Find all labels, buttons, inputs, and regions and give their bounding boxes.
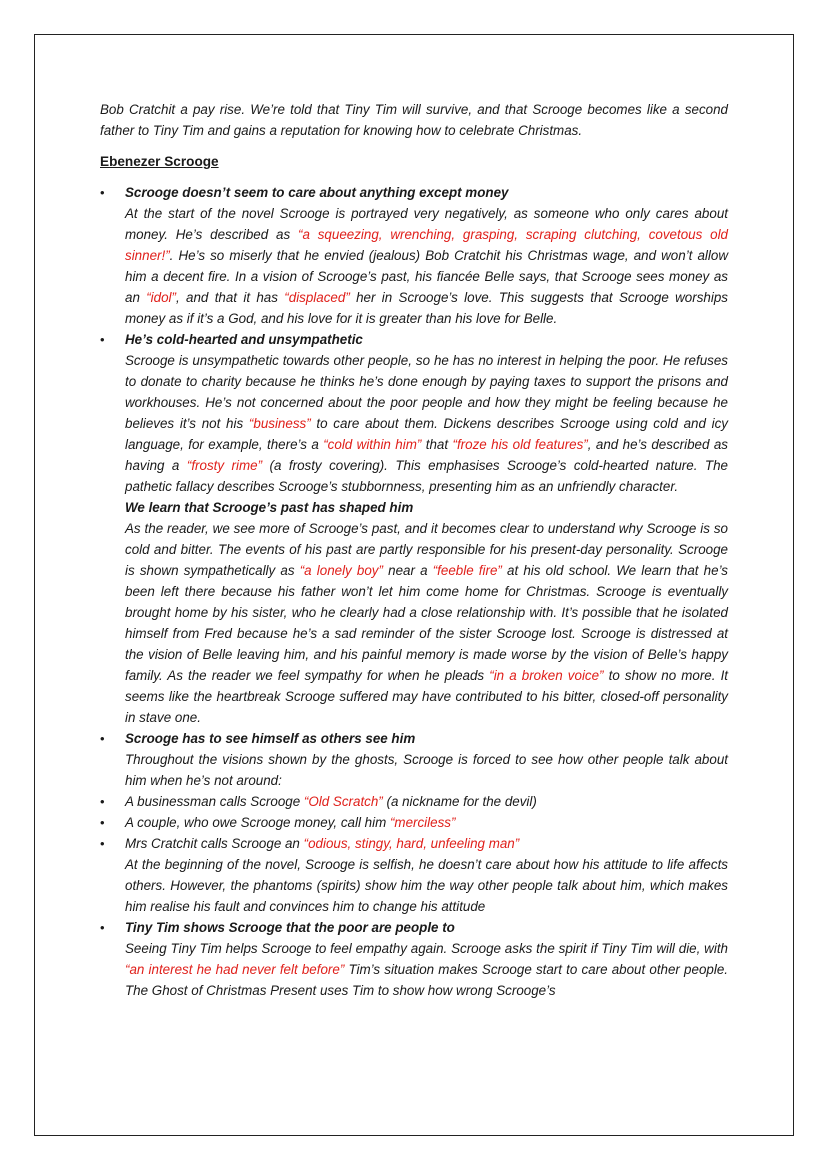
body-text: Mrs Cratchit calls Scrooge an [125,836,304,851]
point-title: Tiny Tim shows Scrooge that the poor are people to [125,920,455,935]
body-text: to show no more. It seems like the heartbreak Scrooge suffered may have contributed to his bitter, closed-off personality in stave one. [125,668,729,725]
body-text: , and he’s described as having a [125,437,728,473]
body-text: , and that it has [175,290,285,305]
list-item [100,812,728,833]
body-text: to care about them. Dickens describes Scrooge using cold and icy language, for example, there’s a [125,416,729,452]
section-heading: Ebenezer Scrooge [100,154,219,169]
quote: “displaced” [284,290,350,305]
bullet-icon [100,182,125,203]
point-body [125,203,728,329]
body-text: Scrooge is unsympathetic towards other people, so he has no interest in helping the poor. He refuses to donate to charity because he thinks he’s done enough by paying taxes to support the prisons and workhouses. He’s not concerned about the poor people and how they might be feeling because he believes it’s not his [125,353,728,431]
body-text: A businessman calls Scrooge [125,794,304,809]
body-text: Tim’s situation makes Scrooge start to care about other people. The Ghost of Christmas Present uses Tim to show how wrong Scrooge’s [125,962,728,998]
point-body [125,518,728,728]
list-item [100,329,728,728]
body-text: near a [382,563,433,578]
quote: “a lonely boy” [299,563,383,578]
body-text: At the start of the novel Scrooge is portrayed very negatively, as someone who only cares about money. He’s described as [125,206,728,242]
character-points-list [100,182,728,1001]
body-text: that [421,437,453,452]
quote: “Old Scratch” [303,794,383,809]
bullet-icon [100,812,125,833]
quote: “business” [248,416,311,431]
body-text: (a nickname for the devil) [382,794,537,809]
bullet-icon [100,329,125,350]
body-text: Seeing Tiny Tim helps Scrooge to feel empathy again. Scrooge asks the spirit if Tiny Tim will die, with [125,941,728,956]
bullet-icon [100,917,125,938]
body-text: (a frosty covering). This emphasises Scrooge’s cold-hearted nature. The pathetic fallacy describes Scrooge’s stubbornness, presenting him as an unfriendly character. [125,458,728,494]
quote: “an interest he had never felt before” [125,962,345,977]
point-title: He’s cold-hearted and unsympathetic [125,332,363,347]
point-body [125,791,728,812]
point-title: Scrooge doesn’t seem to care about anything except money [125,185,509,200]
point-body [125,833,728,854]
quote: “merciless” [389,815,456,830]
body-text: . He’s so miserly that he envied (jealous) Bob Cratchit his Christmas wage, and won’t allow him a decent fire. In a vision of Scrooge’s past, his fiancée Belle says, that Scrooge sees money as an [125,248,728,305]
quote: “feeble fire” [432,563,502,578]
bullet-icon [100,791,125,812]
body-text: A couple, who owe Scrooge money, call him [125,815,390,830]
bullet-icon [100,833,125,854]
point-body [125,812,728,833]
quote: “froze his old features” [452,437,588,452]
point-body: Throughout the visions shown by the ghosts, Scrooge is forced to see how other people talk about him when he’s not around: [125,752,728,788]
body-text: at his old school. We learn that he’s been left there because his father won’t let him come home for Christmas. Scrooge is eventually brought home by his sister, who he clearly had a close relationship with. It’s possible that he isolated himself from Fred because he’s a sad reminder of the sister Scrooge lost. Scrooge is distressed at the vision of Belle leaving him, and his painful memory is made worse by the vision of Belle’s happy family. As the reader we feel sympathy for when he pleads [125,563,728,683]
quote: “odious, stingy, hard, unfeeling man” [303,836,520,851]
list-item [100,917,728,1001]
quote: “a squeezing, wrenching, grasping, scraping clutching, covetous old sinner!” [125,227,728,263]
point-body: At the beginning of the novel, Scrooge is selfish, he doesn’t care about how his attitude to life affects others. However, the phantoms (spirits) show him the way other people talk about him, which makes him realise his fault and convinces him to change his attitude [125,857,728,914]
list-item [100,728,728,791]
quote: “in a broken voice” [489,668,604,683]
list-item [100,833,728,917]
list-item [100,182,728,329]
point-title: Scrooge has to see himself as others see him [125,731,416,746]
list-item [100,791,728,812]
point-body [125,350,728,497]
quote: “idol” [146,290,176,305]
document-body [100,99,728,1001]
quote: “cold within him” [323,437,422,452]
point-body [125,938,728,1001]
quote: “frosty rime” [186,458,263,473]
bullet-icon [100,728,125,749]
body-text: her in Scrooge’s love. This suggests that Scrooge worships money as if it’s a God, and his love for it is greater than his love for Belle. [125,290,728,326]
intro-paragraph: Bob Cratchit a pay rise. We’re told that Tiny Tim will survive, and that Scrooge becomes like a second father to Tiny Tim and gains a reputation for knowing how to celebrate Christmas. [100,102,728,138]
body-text: As the reader, we see more of Scrooge’s past, and it becomes clear to understand why Scrooge is so cold and bitter. The events of his past are partly responsible for his present-day personality. Scrooge is shown sympathetically as [125,521,728,578]
point-title: We learn that Scrooge’s past has shaped him [125,500,414,515]
